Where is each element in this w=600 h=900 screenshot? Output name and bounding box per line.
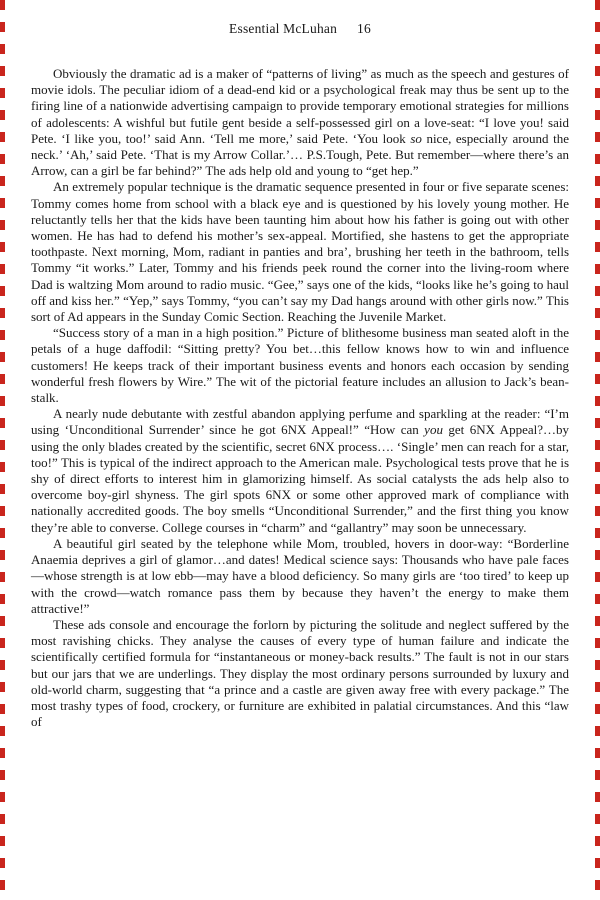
paragraph: A nearly nude debutante with zestful abandon applying perfume and sparkling at the reader: “I’m using ‘Unconditional Surrender’ since he got 6NX Appeal!” “How can you get 6NX Appeal?…by using the only blades created by the scientific, secret 6NX process…. ‘Single’ men can reach for a star, too!” This is typical of the indirect approach to the American male. Psychological tests prove that he is shy of direct efforts to interest him in glamorizing himself. As social catalysts the ads help also to overcome boy-girl shyness. The girl spots 6NX or some other approved mark of compliance with nationally accredited goods. The boy smells “Unconditional Surrender,” and the first thing you know they’re able to converse. College courses in “charm” and “gallantry” may soon be unnecessary. (31, 406, 569, 535)
left-edge-scan-marks (0, 0, 5, 900)
paragraph: These ads console and encourage the forlorn by picturing the solitude and neglect suffered by the most ravishing chicks. They analyse the causes of every type of human failure and indicate the scientifically certified formula for “instantaneous or money-back results.” The fault is not in our stars but our jars that we are underlings. They display the most ordinary persons surrounded by luxury and old-world charm, suggesting that “a prince and a castle are given away free with every package.” The most trashy types of food, crockery, or furniture are exhibited in palatial circumstances. And this “law of (31, 616, 569, 730)
page-number: 16 (357, 21, 371, 36)
right-edge-scan-marks (595, 0, 600, 900)
book-title: Essential McLuhan (229, 21, 338, 36)
paragraph: “Success story of a man in a high position.” Picture of blithesome business man seated aloft in the petals of a huge daffodil: “Sitting pretty? You bet…this fellow knows how to win and influence customers! He keeps track of their important business events and honors each occasion by sending wonderful fresh flowers by Wire.” The wit of the pictorial feature includes an allusion to Jack’s bean-stalk. (31, 325, 569, 406)
paragraph: A beautiful girl seated by the telephone while Mom, troubled, hovers in door-way: “Borderline Anaemia deprives a girl of glamor…and dates! Medical science says: Thousands who have pale faces—whose strength is at low ebb—may have a blood deficiency. So many girls are ‘too tired’ to keep up with the crowd—watch romance pass them by because they haven’t the energy to make them attractive!” (31, 535, 569, 616)
running-head (0, 21, 600, 37)
paragraph: Obviously the dramatic ad is a maker of “patterns of living” as much as the speech and gestures of movie idols. The peculiar idiom of a dead-end kid or a psychological freak may thus be sent up to the firing line of a nationwide advertising campaign to provide temporary emotional strategies for millions of adolescents: A wishful but futile gent beside a self-possessed girl on a love-seat: “I love you! said Pete. ‘I like you, too!’ said Ann. ‘Tell me more,’ said Pete. ‘You look so nice, especially around the neck.’ ‘Ah,’ said Pete. ‘That is my Arrow Collar.’… P.S.Tough, Pete. But remember—where there’s an Arrow, can a girl be far behind?” The ads help old and young to “get hep.” (31, 66, 569, 179)
page-body (31, 66, 569, 730)
paragraph: An extremely popular technique is the dramatic sequence presented in four or five separate scenes: Tommy comes home from school with a black eye and is questioned by his lovely young mother. He reluctantly tells her that the kids have been taunting him about how his father is going out with other women. He has had to defend his mother’s sex-appeal. Mortified, she hastens to get the appropriate toothpaste. Next morning, Mom, radiant in panties and bra’, brushing her teeth in the bathroom, tells Tommy “it works.” Later, Tommy and his friends peek round the corner into the living-room where Dad is waltzing Mom around to radio music. “Gee,” says one of the kids, “looks like he’s going to haul off and kiss her.” “Yep,” says Tommy, “you can’t say my Dad hangs around with other girls now.” This sort of Ad appears in the Sunday Comic Section. Reaching the Juvenile Market. (31, 179, 569, 325)
